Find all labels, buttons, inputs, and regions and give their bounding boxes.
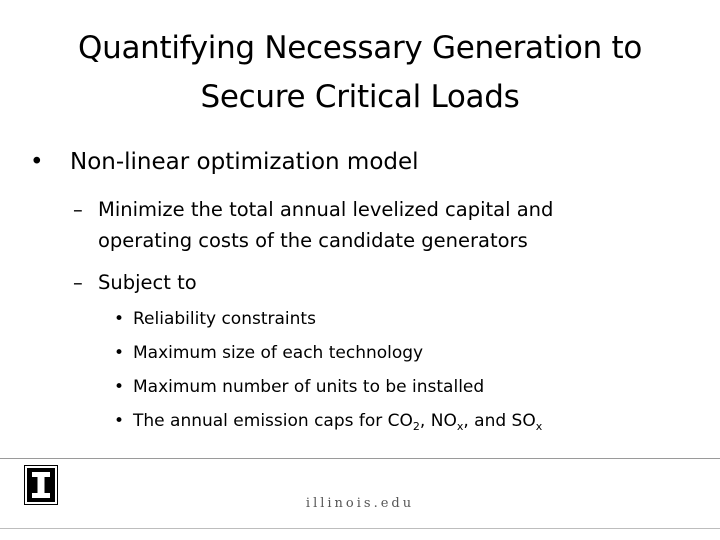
constraint-text: Maximum number of units to be installed	[133, 377, 485, 397]
sub-bullet-subject-to	[73, 268, 197, 298]
bullet-icon: •	[114, 411, 125, 431]
constraint-item-max-size	[114, 342, 423, 364]
bullet-text: Non-linear optimization model	[70, 149, 419, 175]
constraint-text: Reliability constraints	[133, 309, 316, 329]
slide-title	[20, 24, 700, 122]
sox-subscript: x	[535, 420, 543, 433]
co2-subscript: 2	[412, 420, 420, 433]
title-line-2: Secure Critical Loads	[200, 79, 520, 115]
constraint-item-reliability	[114, 308, 316, 330]
title-line-1: Quantifying Necessary Generation to	[78, 30, 642, 66]
constraint-item-emission-caps	[114, 410, 542, 432]
sub-bullet-text: Subject to	[98, 271, 197, 294]
bullet-icon: •	[30, 149, 44, 175]
emission-sep-nox: , NO	[419, 411, 457, 431]
bullet-icon: •	[114, 377, 125, 397]
footer-url: illinois.edu	[305, 496, 415, 511]
sub-bullet-minimize-continued: operating costs of the candidate generators	[98, 229, 528, 252]
bullet-nonlinear-model	[30, 146, 419, 178]
footer-rule-bottom	[0, 528, 720, 529]
sub-bullet-text: Minimize the total annual levelized capital and	[98, 198, 554, 221]
constraint-item-max-units	[114, 376, 484, 398]
bullet-icon: •	[114, 309, 125, 329]
footer-rule-top	[0, 458, 720, 459]
nox-subscript: x	[456, 420, 464, 433]
dash-icon: –	[73, 198, 83, 221]
dash-icon: –	[73, 271, 83, 294]
bullet-icon: •	[114, 343, 125, 363]
emission-prefix: The annual emission caps for CO	[133, 411, 413, 431]
emission-sep-sox: , and SO	[463, 411, 536, 431]
sub-bullet-minimize	[73, 195, 553, 225]
constraint-text: Maximum size of each technology	[133, 343, 424, 363]
